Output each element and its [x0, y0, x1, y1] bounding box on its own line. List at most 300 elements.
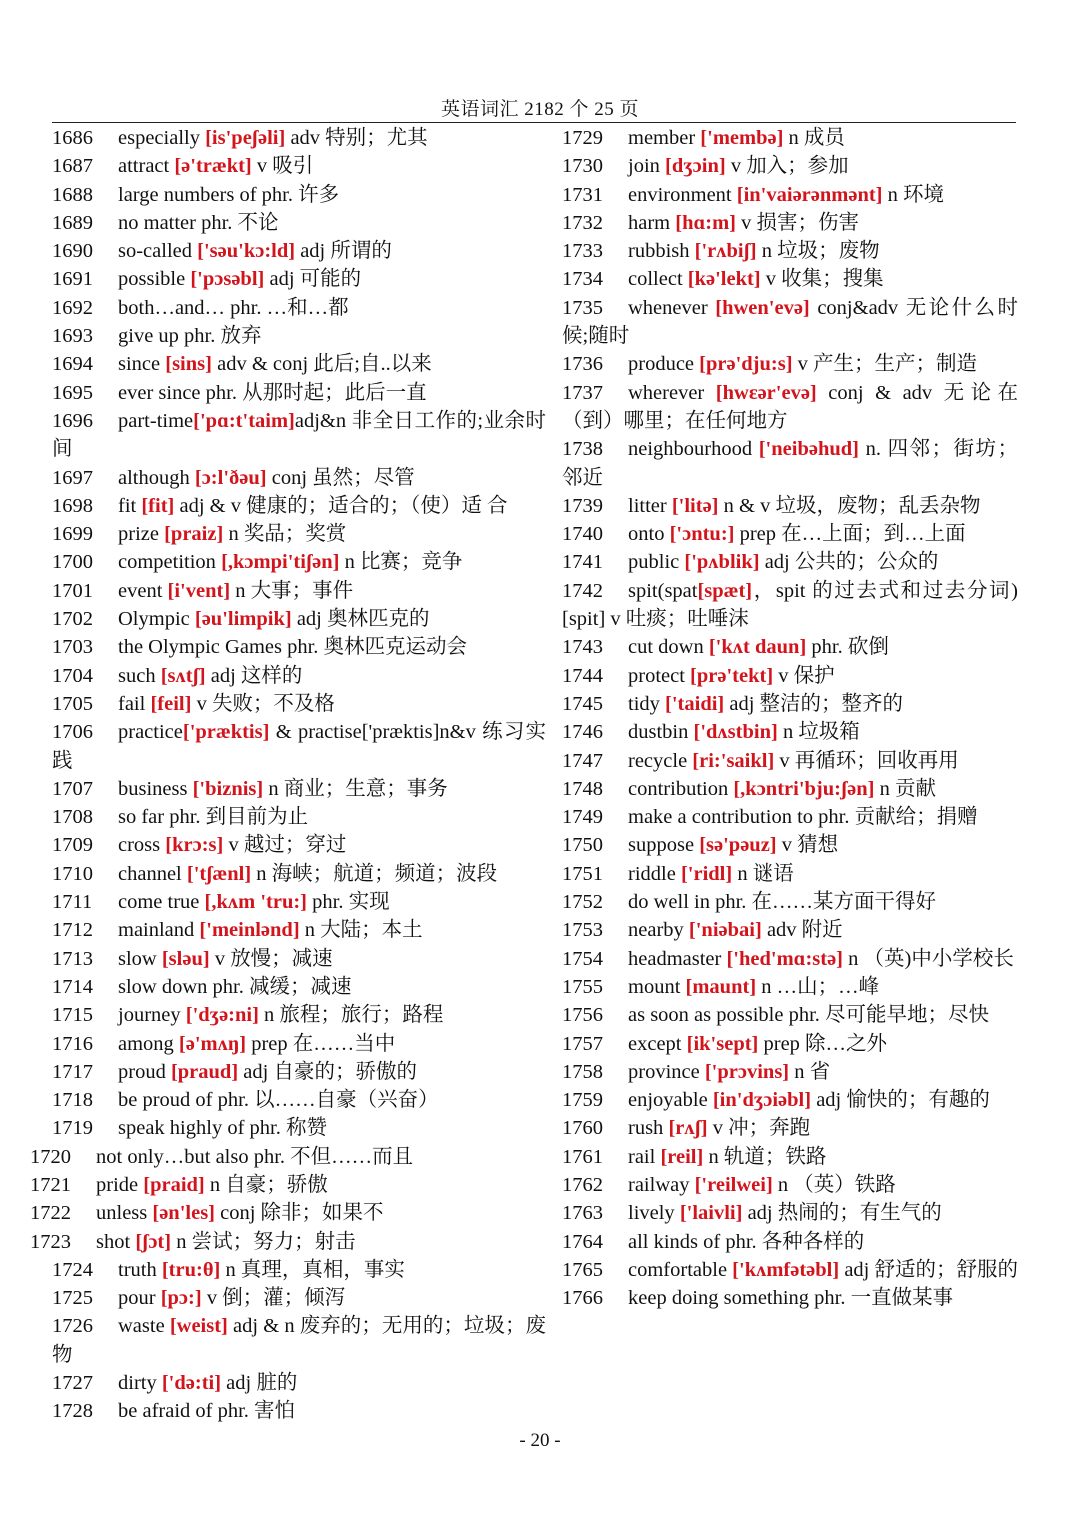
entry-word: lively — [628, 1202, 680, 1225]
entry-number: 1688 — [52, 183, 93, 206]
entry-phonetic: ['prɔvins] — [704, 1060, 790, 1083]
entry-definition: n 谜语 — [732, 862, 794, 885]
entry-definition: n 垃圾；废物 — [756, 240, 880, 263]
entry-number: 1739 — [562, 494, 603, 517]
entry-word: both…and… phr. …和…都 — [118, 296, 349, 319]
entry-word: comfortable — [628, 1258, 733, 1281]
vocab-entry — [562, 633, 1018, 661]
entry-number: 1707 — [52, 777, 93, 800]
entry-phonetic: ['pʌblik] — [684, 551, 760, 574]
entry-phonetic: ['præktis] — [182, 721, 270, 744]
entry-definition: v 倒；灌；倾泻 — [201, 1287, 346, 1310]
entry-word: litter — [628, 494, 672, 517]
entry-definition: n 真理，真相，事实 — [220, 1258, 405, 1281]
entry-number: 1725 — [52, 1287, 93, 1310]
entry-phonetic: ['meinlənd] — [199, 919, 300, 942]
entry-phonetic: [dʒɔin] — [665, 155, 726, 178]
entry-phonetic: [in'dʒɔiəbl] — [712, 1089, 812, 1112]
vocab-entry — [562, 888, 1018, 916]
entry-definition: adj 自豪的；骄傲的 — [238, 1060, 417, 1083]
entry-definition: v 再循环；回收再用 — [774, 749, 959, 772]
vocab-entry — [562, 1256, 1018, 1284]
vocab-entry — [30, 1228, 546, 1256]
entry-number: 1723 — [30, 1230, 71, 1253]
entry-definition: n （英)中小学校长 — [843, 947, 1014, 970]
entry-word: event — [118, 579, 168, 602]
entry-word: shot — [96, 1230, 136, 1253]
entry-word: public — [628, 551, 685, 574]
entry-word: proud — [118, 1060, 171, 1083]
entry-word: give up phr. 放弃 — [118, 325, 262, 348]
entry-word: attract — [118, 155, 175, 178]
entry-number: 1698 — [52, 494, 93, 517]
entry-definition: n 贡献 — [874, 777, 936, 800]
entry-word: channel — [118, 862, 187, 885]
entry-phonetic: ['kʌmfətəbl] — [732, 1258, 840, 1281]
vocab-entry — [52, 237, 546, 265]
vocab-entry — [562, 124, 1018, 152]
entry-phonetic: [praiz] — [164, 523, 224, 546]
entry-word: riddle — [628, 862, 681, 885]
entry-word: spit(spat — [628, 579, 698, 602]
entry-word: whenever — [628, 296, 716, 319]
entry-number: 1713 — [52, 947, 93, 970]
entry-word: collect — [628, 268, 688, 291]
entry-word: dustbin — [628, 721, 694, 744]
entry-number: 1697 — [52, 466, 93, 489]
entry-definition: n （英）铁路 — [772, 1173, 896, 1196]
entry-definition: adv & conj 此后;自..以来 — [211, 353, 432, 376]
entry-number: 1754 — [562, 947, 603, 970]
vocab-entry — [562, 803, 1018, 831]
entry-number: 1763 — [562, 1202, 603, 1225]
entry-word: slow — [118, 947, 162, 970]
entry-definition: ，spit 的过去式和过去分词)[spit] v 吐痰；吐唾沫 — [562, 579, 1018, 631]
entry-number: 1762 — [562, 1173, 603, 1196]
entry-word: mount — [628, 975, 686, 998]
entry-word: journey — [118, 1004, 186, 1027]
entry-definition: prep 在…上面；到…上面 — [734, 523, 966, 546]
entry-number: 1722 — [30, 1202, 71, 1225]
vocab-entry — [52, 945, 546, 973]
entry-word: rubbish — [628, 240, 695, 263]
vocab-entry — [562, 860, 1018, 888]
entry-word: railway — [628, 1173, 695, 1196]
entry-definition: n …山；…峰 — [756, 975, 880, 998]
vocab-entry — [52, 1312, 546, 1369]
entry-number: 1704 — [52, 664, 93, 687]
entry-definition: adj & v 健康的；适合的；（使）适 合 — [174, 494, 508, 517]
entry-number: 1693 — [52, 325, 93, 348]
header-rule — [52, 122, 1016, 123]
entry-phonetic: [in'vaiərənmənt] — [736, 183, 883, 206]
entry-word: Olympic — [118, 608, 195, 631]
left-column — [30, 124, 546, 1426]
vocab-entry — [52, 662, 546, 690]
entry-word: rush — [628, 1117, 669, 1140]
entry-word: unless — [96, 1202, 153, 1225]
entry-word: waste — [118, 1315, 170, 1338]
entry-number: 1726 — [52, 1315, 93, 1338]
entry-word: nearby — [628, 919, 689, 942]
entry-phonetic: [spæt] — [697, 579, 753, 602]
entry-number: 1758 — [562, 1060, 603, 1083]
entry-definition: adj&n 非全日工作的;业余时间 — [52, 409, 546, 461]
entry-number: 1750 — [562, 834, 603, 857]
entry-word: among — [118, 1032, 179, 1055]
vocab-entry — [52, 1001, 546, 1029]
vocab-entry — [562, 1058, 1018, 1086]
entry-number: 1732 — [562, 211, 603, 234]
vocab-entry — [52, 294, 546, 322]
entry-word: produce — [628, 353, 700, 376]
entry-word: be afraid of phr. 害怕 — [118, 1400, 296, 1423]
entry-definition: adj 所谓的 — [295, 240, 392, 263]
entry-number: 1708 — [52, 806, 93, 829]
vocab-entry — [52, 916, 546, 944]
entry-phonetic: ['ɔntu:] — [669, 523, 735, 546]
entry-definition: v 保护 — [773, 664, 835, 687]
entry-definition: adj 奥林匹克的 — [291, 608, 430, 631]
entry-phonetic: ['litə] — [671, 494, 719, 517]
vocab-entry — [52, 407, 546, 464]
entry-definition: conj & adv 无论在（到）哪里；在任何地方 — [562, 381, 1018, 432]
entry-definition: adj 愉快的；有趣的 — [811, 1089, 990, 1112]
vocab-entry — [562, 577, 1018, 634]
vocab-entry — [52, 577, 546, 605]
entry-definition: phr. 实现 — [307, 891, 390, 914]
entry-phonetic: ['biznis] — [192, 777, 264, 800]
vocab-entry — [562, 1284, 1018, 1312]
entry-definition: n 自豪；骄傲 — [204, 1173, 328, 1196]
entry-definition: adj 脏的 — [221, 1372, 298, 1395]
entry-phonetic: [,kɔntri'bju:ʃən] — [733, 777, 875, 800]
entry-number: 1741 — [562, 551, 603, 574]
entry-number: 1690 — [52, 240, 93, 263]
entry-phonetic: ['membə] — [700, 127, 784, 149]
entry-number: 1705 — [52, 692, 93, 715]
entry-word: be proud of phr. 以……自豪（兴奋） — [118, 1089, 439, 1112]
entry-phonetic: [hwɛər'evə] — [715, 381, 817, 404]
entry-number: 1692 — [52, 296, 93, 319]
entry-phonetic: [,kɔmpi'tiʃən] — [221, 551, 340, 574]
entry-word: come true — [118, 891, 205, 914]
entry-phonetic: [praid] — [143, 1173, 205, 1196]
entry-number: 1703 — [52, 636, 93, 659]
entry-number: 1709 — [52, 834, 93, 857]
entry-phonetic: [feil] — [150, 692, 192, 715]
entry-word: fail — [118, 692, 151, 715]
vocab-entry — [562, 1114, 1018, 1142]
vocab-entry — [52, 973, 546, 1001]
entry-word: since — [118, 353, 166, 376]
vocab-entry — [52, 860, 546, 888]
entry-number: 1695 — [52, 381, 93, 404]
vocab-entry — [562, 775, 1018, 803]
entry-word: do well in phr. 在……某方面干得好 — [628, 891, 937, 914]
entry-number: 1745 — [562, 692, 603, 715]
vocab-entry — [562, 548, 1018, 576]
entry-number: 1720 — [30, 1145, 71, 1168]
entry-definition: & practise['præktis]n&v 练习实践 — [52, 721, 546, 772]
entry-word: so-called — [118, 240, 198, 263]
entry-word: possible — [118, 268, 191, 291]
entry-phonetic: [krɔ:s] — [165, 834, 224, 857]
entry-definition: adj 这样的 — [205, 664, 303, 687]
vocab-entry — [562, 747, 1018, 775]
entry-definition: n 尝试；努力；射击 — [171, 1230, 356, 1253]
vocab-entry — [52, 1114, 546, 1142]
entry-word: part-time — [118, 409, 194, 432]
entry-phonetic: [sləu] — [161, 947, 210, 970]
entry-number: 1702 — [52, 608, 93, 631]
entry-definition: adj & n 废弃的；无用的；垃圾；废物 — [52, 1315, 546, 1366]
entry-number: 1759 — [562, 1089, 603, 1112]
entry-definition: n 成员 — [783, 127, 845, 149]
entry-definition: conj 除非；如果不 — [215, 1202, 384, 1225]
entry-word: enjoyable — [628, 1089, 713, 1112]
vocab-entry — [52, 690, 546, 718]
entry-word: make a contribution to phr. 贡献给；捐赠 — [628, 806, 978, 829]
entry-phonetic: [weist] — [169, 1315, 228, 1338]
entry-number: 1747 — [562, 749, 603, 772]
entry-number: 1711 — [52, 891, 93, 914]
entry-word: slow down phr. 减缓；减速 — [118, 975, 352, 998]
entry-word: protect — [628, 664, 691, 687]
vocab-entry — [52, 1030, 546, 1058]
vocab-entry — [562, 237, 1018, 265]
entry-number: 1740 — [562, 523, 603, 546]
entry-number: 1751 — [562, 862, 603, 885]
entry-definition: phr. 砍倒 — [806, 636, 889, 659]
entry-definition: adj 公共的；公众的 — [759, 551, 939, 574]
entry-phonetic: [reil] — [660, 1145, 704, 1168]
entry-word: recycle — [628, 749, 693, 772]
vocab-entry — [30, 1171, 546, 1199]
entry-definition: adv 特别；尤其 — [285, 127, 428, 149]
entry-number: 1717 — [52, 1060, 93, 1083]
entry-phonetic: [kə'lekt] — [687, 268, 761, 291]
entry-phonetic: [hɑ:m] — [675, 211, 736, 234]
vocab-entry — [562, 1030, 1018, 1058]
entry-definition: n 奖品；奖赏 — [223, 523, 347, 546]
entry-number: 1719 — [52, 1117, 93, 1140]
vocab-entry — [562, 690, 1018, 718]
entry-word: keep doing something phr. 一直做某事 — [628, 1287, 954, 1310]
entry-definition: adv 附近 — [761, 919, 843, 942]
entry-definition: adj 整洁的；整齐的 — [724, 692, 904, 715]
entry-number: 1735 — [562, 296, 603, 319]
entry-number: 1733 — [562, 240, 603, 263]
entry-definition: conj&adv 无论什么时候;随时 — [562, 296, 1018, 348]
vocab-entry — [30, 1143, 546, 1171]
entry-number: 1746 — [562, 721, 603, 744]
entry-word: fit — [118, 494, 142, 517]
vocab-entry — [562, 181, 1018, 209]
entry-number: 1761 — [562, 1145, 603, 1168]
entry-number: 1728 — [52, 1400, 93, 1423]
entry-number: 1687 — [52, 155, 93, 178]
vocab-entry — [52, 350, 546, 378]
entry-number: 1718 — [52, 1089, 93, 1112]
vocab-entry — [52, 322, 546, 350]
vocab-entry — [562, 1171, 1018, 1199]
entry-definition: v 吸引 — [251, 155, 314, 178]
entry-number: 1730 — [562, 155, 603, 178]
entry-definition: v 越过；穿过 — [223, 834, 347, 857]
vocab-entry — [52, 1369, 546, 1397]
entry-phonetic: [tru:θ] — [161, 1258, 221, 1281]
vocab-entry — [562, 945, 1018, 973]
entry-number: 1712 — [52, 919, 93, 942]
entry-definition: n 海峡；航道；频道；波段 — [251, 862, 498, 885]
entry-phonetic: [maunt] — [685, 975, 757, 998]
entry-definition: adj 热闹的；有生气的 — [742, 1202, 942, 1225]
entry-definition: v 放慢；减速 — [209, 947, 333, 970]
entry-word: ever since phr. 从那时起；此后一直 — [118, 381, 427, 404]
entry-word: business — [118, 777, 193, 800]
entry-phonetic: ['dʒə:ni] — [185, 1004, 259, 1027]
vocab-entry — [562, 152, 1018, 180]
entry-number: 1755 — [562, 975, 603, 998]
entry-number: 1744 — [562, 664, 603, 687]
entry-definition: v 收集；搜集 — [760, 268, 884, 291]
entry-definition: v 失败；不及格 — [191, 692, 335, 715]
entry-phonetic: [prə'tekt] — [690, 664, 774, 687]
vocab-entry — [52, 1284, 546, 1312]
entry-phonetic: [fit] — [141, 494, 175, 517]
entry-word: onto — [628, 523, 670, 546]
entry-phonetic: ['kʌt daun] — [708, 636, 807, 659]
entry-number: 1756 — [562, 1004, 603, 1027]
vocab-entry — [52, 605, 546, 633]
entry-phonetic: ['taidi] — [665, 692, 725, 715]
entry-phonetic: ['laivli] — [679, 1202, 743, 1225]
vocab-entry — [52, 888, 546, 916]
vocab-entry — [562, 1228, 1018, 1256]
entry-number: 1738 — [562, 438, 603, 461]
entry-phonetic: [əu'limpik] — [194, 608, 292, 631]
entry-phonetic: [ə'mʌŋ] — [178, 1032, 247, 1055]
entry-word: contribution — [628, 777, 734, 800]
vocab-entry — [52, 209, 546, 237]
entry-word: cross — [118, 834, 166, 857]
vocab-entry — [562, 662, 1018, 690]
entry-definition: v 产生；生产；制造 — [792, 353, 978, 376]
vocab-entry — [562, 1199, 1018, 1227]
right-column — [562, 124, 1018, 1312]
entry-number: 1710 — [52, 862, 93, 885]
vocab-entry — [52, 492, 546, 520]
entry-definition: n 大陆；本土 — [299, 919, 423, 942]
entry-word: wherever — [628, 381, 716, 404]
vocab-entry — [562, 831, 1018, 859]
entry-definition: n 环境 — [882, 183, 944, 206]
entry-definition: n & v 垃圾，废物；乱丢杂物 — [718, 494, 981, 517]
vocab-entry — [562, 718, 1018, 746]
entry-number: 1724 — [52, 1258, 93, 1281]
entry-phonetic: ['hed'mɑ:stə] — [726, 947, 844, 970]
entry-number: 1766 — [562, 1287, 603, 1310]
entry-word: mainland — [118, 919, 200, 942]
entry-phonetic: [ən'les] — [152, 1202, 215, 1225]
entry-number: 1734 — [562, 268, 603, 291]
entry-word: as soon as possible phr. 尽可能早地；尽快 — [628, 1004, 990, 1027]
vocab-entry — [52, 1058, 546, 1086]
entry-phonetic: [sə'pəuz] — [699, 834, 777, 857]
vocab-entry — [562, 435, 1018, 492]
entry-word: join — [628, 155, 666, 178]
entry-phonetic: [ʃɔt] — [135, 1230, 172, 1253]
entry-number: 1736 — [562, 353, 603, 376]
vocab-entry — [562, 350, 1018, 378]
entry-word: cut down — [628, 636, 709, 659]
entry-phonetic: [ɔ:l'ðəu] — [194, 466, 267, 489]
entry-word: speak highly of phr. 称赞 — [118, 1117, 327, 1140]
vocab-entry — [52, 548, 546, 576]
entry-word: competition — [118, 551, 222, 574]
entry-word: not only…but also phr. 不但……而且 — [96, 1145, 414, 1168]
vocab-entry — [30, 1199, 546, 1227]
entry-phonetic: ['ridl] — [680, 862, 733, 885]
vocab-entry — [52, 775, 546, 803]
entry-number: 1764 — [562, 1230, 603, 1253]
entry-phonetic: ['səu'kɔ:ld] — [197, 240, 296, 263]
entry-number: 1729 — [562, 127, 603, 149]
entry-number: 1700 — [52, 551, 93, 574]
entry-number: 1731 — [562, 183, 603, 206]
entry-word: so far phr. 到目前为止 — [118, 806, 309, 829]
entry-word: tidy — [628, 692, 666, 715]
entry-word: rail — [628, 1145, 661, 1168]
entry-word: dirty — [118, 1372, 162, 1395]
vocab-entry — [52, 265, 546, 293]
entry-phonetic: ['neibəhud] — [758, 438, 859, 461]
entry-number: 1748 — [562, 777, 603, 800]
entry-definition: prep 在……当中 — [246, 1032, 396, 1055]
entry-number: 1691 — [52, 268, 93, 291]
entry-number: 1694 — [52, 353, 93, 376]
entry-phonetic: [,kʌm 'tru:] — [204, 891, 307, 914]
entry-number: 1753 — [562, 919, 603, 942]
entry-number: 1742 — [562, 579, 603, 602]
entry-word: truth — [118, 1258, 162, 1281]
entry-word: although — [118, 466, 195, 489]
entry-word: pour — [118, 1287, 161, 1310]
entry-phonetic: [ik'sept] — [686, 1032, 759, 1055]
entry-number: 1749 — [562, 806, 603, 829]
entry-definition: conj 虽然；尽管 — [266, 466, 415, 489]
entry-phonetic: [is'peʃəli] — [205, 127, 286, 149]
entry-definition: n. 四邻；街坊；邻近 — [562, 438, 1018, 489]
entry-phonetic: [rʌʃ] — [668, 1117, 708, 1140]
entry-definition: adj 舒适的；舒服的 — [839, 1258, 1018, 1281]
entry-number: 1699 — [52, 523, 93, 546]
entry-phonetic: ['niəbai] — [688, 919, 762, 942]
vocab-entry — [562, 1143, 1018, 1171]
vocab-entry — [52, 1086, 546, 1114]
vocab-entry — [52, 464, 546, 492]
vocab-entry — [562, 1086, 1018, 1114]
entry-number: 1696 — [52, 409, 93, 432]
vocab-entry — [52, 181, 546, 209]
entry-definition: v 加入；参加 — [725, 155, 849, 178]
entry-word: such — [118, 664, 161, 687]
entry-number: 1721 — [30, 1173, 71, 1196]
page-header: 英语词汇 2182 个 25 页 — [440, 99, 639, 120]
entry-word: large numbers of phr. 许多 — [118, 183, 340, 206]
entry-phonetic: ['pɑ:t'taim] — [193, 409, 295, 432]
